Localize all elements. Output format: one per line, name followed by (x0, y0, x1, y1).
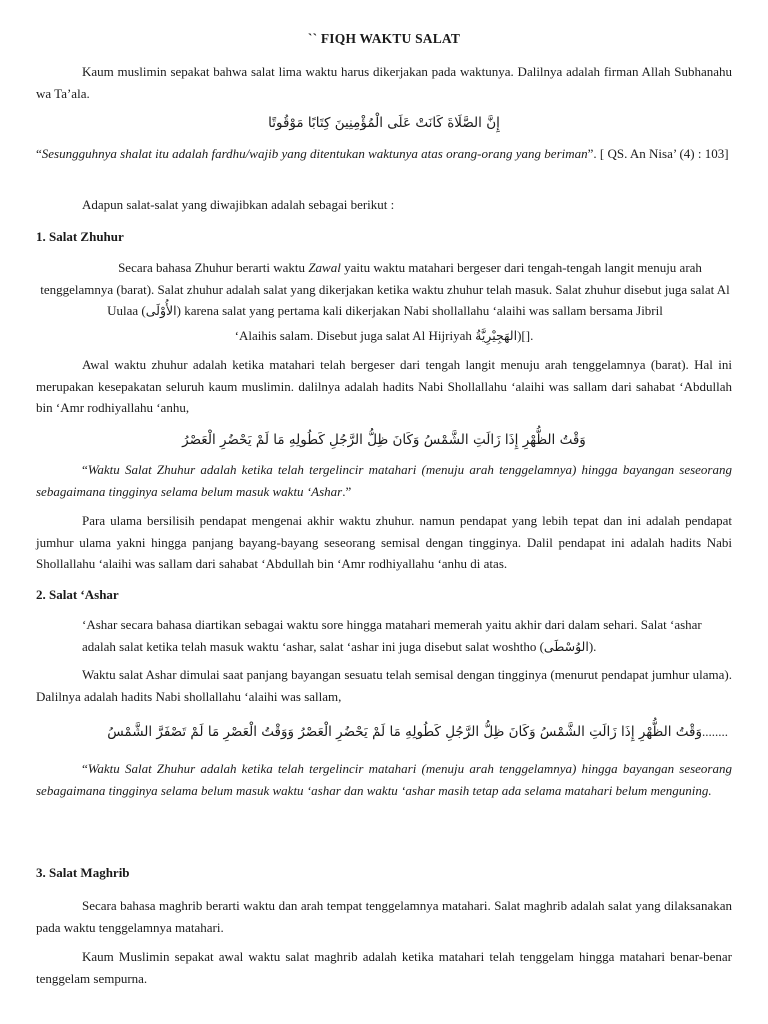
quote-mark: “ (82, 462, 88, 477)
text-segment-italic: Zawal (308, 260, 341, 275)
paragraph-text: Awal waktu zhuhur adalah ketika matahari telah bergeser dari tengah langit menuju arah tenggelamnya (barat). Hal ini merupakan kesepakatan seluruh kaum muslimin. dalilnya adalah hadits Nabi Shollallahu ‘alaihi was sallam dari sahabat ‘Abdullah bin ‘Amr rodhiyallahu ‘anhu, (36, 357, 732, 415)
arabic-text: وَقْتُ الظُّهْرِ إِذَا زَالَتِ الشَّمْسُ وَكَانَ ظِلُّ الرَّجُلِ كَطُولِهِ مَا لَمْ يَحْضُرِ الْعَصْرُ وَوَقْتُ الْعَصْرِ مَا لَمْ تَصْفَرَّ الشَّمْسُ (107, 724, 702, 740)
verse-reference: ”. [ QS. An Nisa’ (4) : 103] (587, 146, 729, 161)
intro-paragraph (36, 61, 732, 104)
ellipsis-dots: ........ (702, 724, 728, 739)
text-segment: Secara bahasa Zhuhur berarti waktu (118, 260, 309, 275)
arabic-text: إِنَّ الصَّلَاةَ كَانَتْ عَلَى الْمُؤْمِنِينَ كِتَابًا مَوْقُوتًا (268, 115, 500, 131)
text-segment: ‘Alaihis salam. Disebut juga salat Al Hijriyah (234, 328, 476, 343)
intro-list-lead (36, 194, 732, 216)
zhuhur-end-paragraph (36, 510, 732, 575)
zhuhur-definition-line (36, 325, 732, 347)
hadith-translation-zhuhur (36, 459, 732, 502)
section-heading-zhuhur: 1. Salat Zhuhur (36, 229, 124, 244)
maghrib-definition-paragraph (36, 895, 732, 938)
text-segment: )[]. (517, 328, 534, 343)
paragraph-text: Secara bahasa maghrib berarti waktu dan arah tempat tenggelamnya matahari. Salat maghrib adalah salat yang dilaksanakan pada waktu tenggelamnya matahari. (36, 898, 732, 935)
text-segment: ). (588, 638, 597, 654)
ashar-definition-paragraph (82, 614, 730, 657)
arabic-term: الوُسْطَى (543, 638, 589, 654)
paragraph-text: Para ulama bersilisih pendapat mengenai akhir waktu zhuhur. namun pendapat yang lebih tepat dan ini adalah pendapat jumhur ulama yakni hingga panjang bayang-bayang seseorang semisal dengan tingginya. Dalil pendapat ini adalah hadits Nabi Shollallahu ‘alaihi was sallam dari sahabat ‘Abdullah bin ‘Amr rodhiyallahu ‘anhu di atas. (36, 513, 732, 571)
paragraph-text: Kaum Muslimin sepakat awal waktu salat maghrib adalah ketika matahari telah tenggelam hingga matahari benar-benar tenggelam sempurna. (36, 949, 732, 986)
zhuhur-definition-paragraph (40, 257, 730, 322)
hadith-arabic-ashar (36, 721, 732, 744)
hadith-arabic-zhuhur (36, 429, 732, 452)
text-segment: ) karena salat yang pertama kali dikerjakan Nabi shollallahu ‘alaihi was sallam bersama Jibril (176, 303, 663, 318)
quote-mark: “ (82, 761, 88, 776)
quran-verse-translation (36, 143, 732, 165)
quran-verse-arabic (36, 112, 732, 135)
translation-text: Sesungguhnya shalat itu adalah fardhu/wajib yang ditentukan waktunya atas orang-orang yang beriman (41, 146, 588, 161)
text-segment: yaitu waktu matahari bergeser dari tengah-tengah langit menuju arah tenggelamnya (barat). Salat zhuhur adalah salat yang dikerjakan ketika waktu zhuhur telah masuk. Salat zhuhur disebut juga salat Al Uulaa ( (40, 260, 730, 318)
section-heading-maghrib: 3. Salat Maghrib (36, 865, 130, 880)
paragraph-text: Waktu salat Ashar dimulai saat panjang bayangan sesuatu telah semisal dengan tingginya (menurut pendapat jumhur ulama). Dalilnya adalah hadits Nabi shollallahu ‘alaihi was sallam, (36, 667, 732, 704)
text-segment: ‘Ashar secara bahasa diartikan sebagai waktu sore hingga matahari memerah yaitu akhir dari dalam sehari. Salat ‘ashar adalah salat ketika telah masuk waktu ‘ashar, salat ‘ashar ini juga disebut salat woshtho ( (82, 617, 702, 654)
ashar-start-paragraph (36, 664, 732, 707)
lead-text: Adapun salat-salat yang diwajibkan adalah sebagai berikut : (82, 197, 395, 212)
zhuhur-start-paragraph (36, 354, 732, 419)
maghrib-start-paragraph (36, 946, 732, 989)
arabic-text: وَقْتُ الظُّهْرِ إِذَا زَالَتِ الشَّمْسُ وَكَانَ ظِلُّ الرَّجُلِ كَطُولِهِ مَا لَمْ يَحْضُرِ الْعَصْرُ (182, 432, 586, 448)
arabic-term: الهَجِيْرِيَّةُ (475, 328, 518, 343)
quote-mark: “ (36, 146, 42, 161)
document-title: `` FIQH WAKTU SALAT (307, 31, 461, 46)
hadith-translation-ashar (36, 758, 732, 801)
translation-text: Waktu Salat Zhuhur adalah ketika telah tergelincir matahari (menuju arah tenggelamnya) hingga bayangan seseorang sebagaimana tingginya selama belum masuk waktu ‘Ashar (36, 462, 732, 499)
quote-mark: .” (342, 483, 352, 499)
section-heading-ashar: 2. Salat ‘Ashar (36, 587, 119, 602)
translation-text: Waktu Salat Zhuhur adalah ketika telah tergelincir matahari (menuju arah tenggelamnya) hingga bayangan seseorang sebagaimana tingginya selama belum masuk waktu ‘ashar dan waktu ‘ashar masih tetap ada selama matahari belum menguning. (36, 761, 732, 798)
arabic-term: الأُوْلَى (145, 303, 177, 318)
intro-text: Kaum muslimin sepakat bahwa salat lima waktu harus dikerjakan pada waktunya. Dalilnya adalah firman Allah Subhanahu wa Ta’ala. (36, 64, 732, 101)
